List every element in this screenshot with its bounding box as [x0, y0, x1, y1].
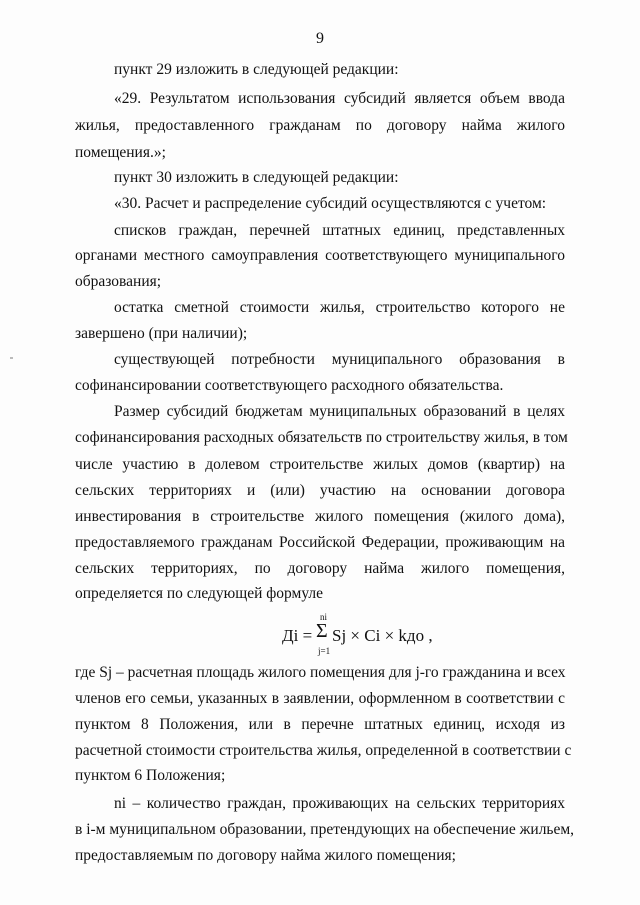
text-line: ni – количество граждан, проживающих на сельских территориях: [114, 795, 565, 812]
subsidy-formula: [282, 612, 482, 656]
text-line: органами местного самоуправления соответствующего муниципального: [75, 247, 565, 264]
text-line: сельских территориях и (или) участию на основании договора: [75, 482, 565, 499]
formula-sum-lower: j=1: [318, 646, 331, 656]
text-line: предоставляемым по договору найма жилого помещения;: [75, 847, 456, 864]
text-line: остатка сметной стоимости жилья, строительство которого не: [114, 299, 565, 316]
text-line: существующей потребности муниципального образования в: [114, 351, 565, 368]
formula-rhs: Sj × Ci × kдо ,: [332, 626, 433, 645]
text-line: помещения.»;: [75, 144, 166, 161]
page-number: 9: [316, 30, 324, 47]
text-line: определяется по следующей формуле: [75, 585, 324, 602]
text-line: «29. Результатом использования субсидий является объем ввода: [114, 90, 565, 107]
text-line: софинансировании соответствующего расходного обязательства.: [75, 377, 504, 394]
text-line: завершено (при наличии);: [75, 325, 248, 342]
text-line: сельских территориях, по договору найма жилого помещения,: [75, 560, 565, 577]
formula-sigma: Σ: [316, 620, 328, 642]
text-line: предоставляемого гражданам Российской Федерации, проживающим на: [75, 534, 565, 551]
text-line: пункт 29 изложить в следующей редакции:: [114, 61, 399, 78]
text-line: образования;: [75, 273, 162, 290]
text-line: софинансирования расходных обязательств по строительству жилья, в том: [75, 429, 568, 446]
text-line: числе участию в долевом строительстве жилых домов (квартир) на: [75, 456, 565, 473]
text-line: Размер субсидий бюджетам муниципальных образований в целях: [114, 403, 565, 420]
text-line: списков граждан, перечней штатных единиц, представленных: [114, 222, 565, 239]
text-line: пунктом 6 Положения;: [75, 767, 226, 784]
formula-sum-upper: ni: [320, 612, 328, 622]
formula-lhs: Дi =: [282, 626, 313, 645]
text-line: в i-м муниципальном образовании, претендующих на обеспечение жильем,: [75, 821, 575, 838]
text-line: пунктом 8 Положения, или в перечне штатных единиц, исходя из: [75, 716, 565, 733]
text-line: членов его семьи, указанных в заявлении, оформленном в соответствии с: [75, 690, 565, 707]
text-line: где Sj – расчетная площадь жилого помещения для j-го гражданина и всех: [75, 664, 566, 681]
text-line: «30. Расчет и распределение субсидий осуществляются с учетом:: [114, 195, 547, 212]
text-line: расчетной стоимости строительства жилья, определенной в соответствии с: [75, 742, 572, 759]
text-line: жилья, предоставленного гражданам по договору найма жилого: [75, 117, 565, 134]
scan-speck: [10, 357, 13, 359]
text-line: инвестирования в строительстве жилого помещения (жилого дома),: [75, 508, 565, 525]
text-line: пункт 30 изложить в следующей редакции:: [114, 169, 399, 186]
